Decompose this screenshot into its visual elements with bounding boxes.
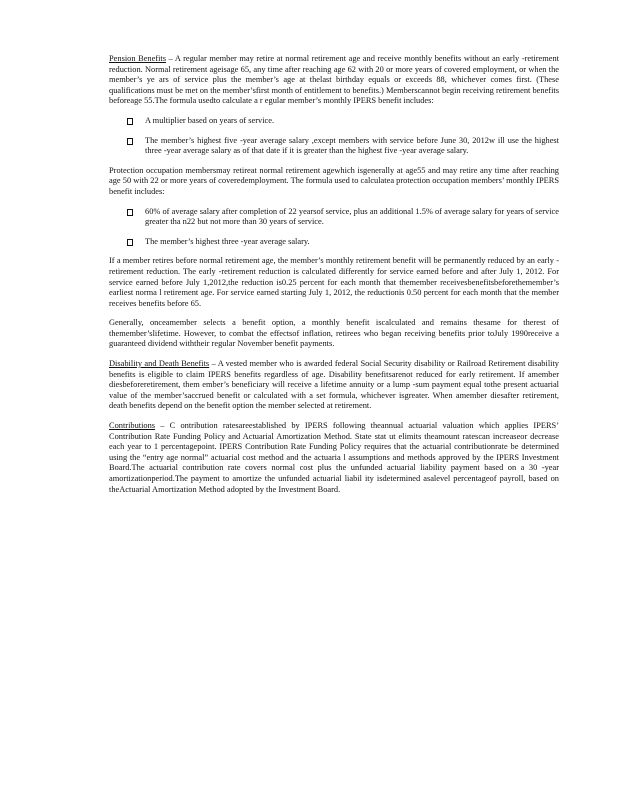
list-item — [109, 237, 559, 248]
contributions-heading: Contributions — [109, 421, 156, 431]
disability-death-text: – A vested member who is awarded federal Social Security disability or Railroad Retirement disability benefits is eligible to claim IPERS benefits regardless of age. Disability benefitsarenot reduced for early retirement. If amember diesbeforeretirement, them ember’s beneficiary will receive a lifetime annuity or a lump -sum payment equal tothe present actuarial value of the member’saccrued benefit or calculated with a set formula, whichever isgreater. When amember diesafter retirement, death benefits depend on the benefit option the member selected at retirement. — [109, 359, 559, 411]
contributions-paragraph — [109, 421, 559, 495]
pension-benefits-text: – A regular member may retire at normal retirement age and receive monthly benefits without an early -retirement reduction. Normal retirement ageisage 65, any time after reaching age 62 with 20 or more years of covered employment, or when the member’s ye ars of service plus the member’s age at thelast birthday equals or exceeds 88, whichever comes first. (These qualifications must be met on the member’sfirst month of entitlement to benefits.) Memberscannot begin receiving retirement benefits beforeage 55.The formula usedto calculate a r egular member’s monthly IPERS benefit includes: — [109, 54, 560, 106]
list-item-text: 60% of average salary after completion of 22 yearsof service, plus an additional 1.5% of average salary for years of service greater tha n22 but not more than 30 years of service. — [145, 206, 559, 227]
contributions-text: – C ontribution ratesareestablished by IPERS following theannual actuarial valuation which applies IPERS’ Contribution Rate Funding Policy and Actuarial Amortization Method. State stat ut elimits theamount ratescan increaseor decrease each year to 1 percentagepoint. IPERS Contribution Rate Funding Policy requires that the actuarial contributionrate be determined using the “entry age normal” actuarial cost method and the actuaria l assumptions and methods approved by the IPERS Investment Board.The actuarial contribution rate covers normal cost plus the unfunded actuarial liability payment based on a 30 -year amortizationperiod.The payment to amortize the unfunded actuarial liabil ity isdetermined asalevel percentageof payroll, based on theActuarial Amortization Method adopted by the Investment Board. — [109, 421, 559, 494]
pension-benefits-heading: Pension Benefits — [109, 54, 167, 63]
list-item-text: The member’s highest three -year average salary. — [145, 236, 310, 246]
protection-occupation-paragraph: Protection occupation membersmay retireat normal retirement agewhich isgenerally at age55 and may retire any time after reaching age 50 with 22 or more years of coveredemployment. The formula used to calculatea protection occupation members’ monthly IPERS benefit includes: — [109, 165, 559, 196]
list-item — [109, 136, 559, 157]
bullet-box-icon — [127, 118, 133, 125]
list-item-text: A multiplier based on years of service. — [145, 115, 275, 125]
disability-death-paragraph — [109, 359, 559, 412]
benefit-option-paragraph: Generally, onceamember selects a benefit option, a monthly benefit iscalculated and remains thesame for therest of themember’slifetime. However, to combat the effectsof inflation, retirees who began receiving benefits prior toJuly 1990receive a guaranteed dividend withtheir regular November benefit payments. — [109, 318, 559, 349]
bullet-box-icon — [127, 239, 133, 246]
bullet-box-icon — [127, 138, 133, 145]
document-page — [109, 54, 559, 504]
list-item — [109, 116, 559, 127]
pension-formula-list — [109, 116, 559, 157]
early-retirement-paragraph: If a member retires before normal retirement age, the member’s monthly retirement benefit will be permanently reduced by an early -retirement reduction. The early -retirement reduction is calculated differently for service earned before and after July 1, 2012. For service earned before July 1,2012,the reduction is0.25 percent for each month that themember receivesbenefitsbeforethemember’s earliest norma l retirement age. For service earned starting July 1, 2012, the reductionis 0.50 percent for each month that the member receives benefits before 65. — [109, 256, 559, 308]
protection-formula-list — [109, 207, 559, 248]
list-item-text: The member’s highest five -year average salary ,except members with service before June 30, 2012w ill use the highest three -year average salary as of that date if it is greater than the highest five -year average salary. — [145, 135, 559, 156]
pension-benefits-paragraph — [109, 54, 559, 107]
list-item — [109, 207, 559, 228]
bullet-box-icon — [127, 209, 133, 216]
disability-death-heading: Disability and Death Benefits — [109, 359, 210, 369]
